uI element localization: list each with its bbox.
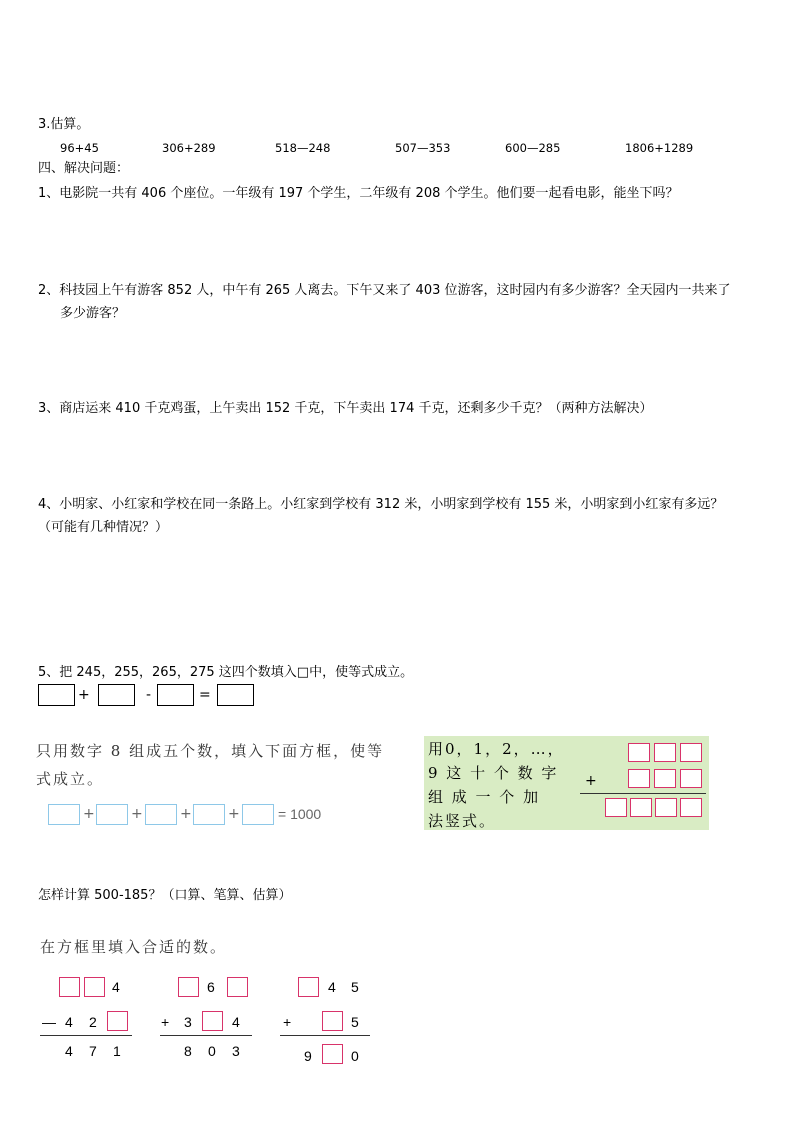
p1-sum-line xyxy=(40,1035,132,1036)
digits-mid-box-3[interactable] xyxy=(680,769,702,788)
digits-puzzle-line3: 组 成 一 个 加 xyxy=(428,788,541,806)
eight-puzzle-line1: 只用数字 8 组成五个数，填入下面方框，使等 xyxy=(36,742,385,760)
section3-title: 3.估算。 xyxy=(38,117,90,132)
p1-top-box-2[interactable] xyxy=(84,977,105,997)
digits-sum-box-2[interactable] xyxy=(630,798,652,817)
estimate-expr-4: 507—353 xyxy=(395,141,451,155)
question-4-line1: 4、小明家、小红家和学校在同一条路上。小红家到学校有 312 米，小明家到学校有 155 米，小明家到小红家有多远？ xyxy=(38,497,724,512)
eight-box-4[interactable] xyxy=(193,804,225,825)
p3-second-digit: 5 xyxy=(351,1014,359,1030)
eight-box-3[interactable] xyxy=(145,804,177,825)
digits-puzzle-line4: 法竖式。 xyxy=(428,812,497,830)
p1-operator: — xyxy=(42,1014,56,1030)
digits-mid-box-1[interactable] xyxy=(628,769,650,788)
eight-box-1[interactable] xyxy=(48,804,80,825)
digits-top-box-3[interactable] xyxy=(680,743,702,762)
q5-box-1[interactable] xyxy=(38,684,75,706)
p2-top-digit: 6 xyxy=(207,979,215,995)
eight-plus-4: + xyxy=(228,806,240,822)
digits-plus-sign: + xyxy=(585,773,597,789)
p2-result-digit-3: 3 xyxy=(232,1043,240,1059)
question-3: 3、商店运来 410 千克鸡蛋，上午卖出 152 千克，下午卖出 174 千克，还剩多少千克？（两种方法解决） xyxy=(38,401,653,416)
q5-equal-sign: = xyxy=(199,687,211,703)
p1-result-digit-3: 1 xyxy=(113,1043,121,1059)
q5-box-3[interactable] xyxy=(157,684,194,706)
eight-puzzle-line2: 式成立。 xyxy=(36,770,105,788)
q5-minus-sign: - xyxy=(146,687,152,703)
digits-sum-line xyxy=(580,793,706,794)
p3-top-box[interactable] xyxy=(298,977,319,997)
p2-top-box-2[interactable] xyxy=(227,977,248,997)
question-1: 1、电影院一共有 406 个座位。一年级有 197 个学生，二年级有 208 个学生。他们要一起看电影，能坐下吗？ xyxy=(38,186,679,201)
p2-result-digit-2: 0 xyxy=(208,1043,216,1059)
fill-boxes-title: 在方框里填入合适的数。 xyxy=(40,938,228,956)
p2-sum-line xyxy=(160,1035,252,1036)
p3-top-digit-2: 5 xyxy=(351,979,359,995)
digits-sum-box-3[interactable] xyxy=(655,798,677,817)
digits-puzzle-line2: 9 这 十 个 数 字 xyxy=(428,764,559,782)
eight-plus-1: + xyxy=(83,806,95,822)
estimate-expr-3: 518—248 xyxy=(275,141,331,155)
eight-plus-3: + xyxy=(180,806,192,822)
p1-result-digit-2: 7 xyxy=(89,1043,97,1059)
digits-puzzle-line1: 用0，1，2，…， xyxy=(428,740,565,758)
section4-title: 四、解决问题： xyxy=(38,161,130,176)
estimate-expr-2: 306+289 xyxy=(162,141,216,155)
p3-result-digit-2: 0 xyxy=(351,1048,359,1064)
p3-sum-line xyxy=(280,1035,370,1036)
p2-second-digit-2: 4 xyxy=(232,1014,240,1030)
digits-sum-box-1[interactable] xyxy=(605,798,627,817)
eight-box-2[interactable] xyxy=(96,804,128,825)
eight-box-5[interactable] xyxy=(242,804,274,825)
question-4-line2: （可能有几种情况？） xyxy=(38,520,169,535)
p2-second-digit-1: 3 xyxy=(184,1014,192,1030)
estimate-expr-6: 1806+1289 xyxy=(625,141,694,155)
digits-top-box-1[interactable] xyxy=(628,743,650,762)
p2-operator: + xyxy=(161,1014,170,1030)
p1-second-box[interactable] xyxy=(107,1011,128,1031)
p1-second-digit-2: 2 xyxy=(89,1014,97,1030)
question-2-line2: 多少游客？ xyxy=(60,306,126,321)
question-2-line1: 2、科技园上午有游客 852 人，中午有 265 人离去。下午又来了 403 位游客，这时园内有多少游客？全天园内一共来了 xyxy=(38,283,731,298)
q5-box-2[interactable] xyxy=(98,684,135,706)
digits-mid-box-2[interactable] xyxy=(654,769,676,788)
calc-question: 怎样计算 500-185？（口算、笔算、估算） xyxy=(38,888,292,903)
digits-sum-box-4[interactable] xyxy=(680,798,702,817)
q5-plus-sign: + xyxy=(78,687,90,703)
eight-result: = 1000 xyxy=(278,806,322,822)
p2-top-box-1[interactable] xyxy=(178,977,199,997)
p3-result-box[interactable] xyxy=(322,1044,343,1064)
eight-plus-2: + xyxy=(131,806,143,822)
p1-result-digit-1: 4 xyxy=(65,1043,73,1059)
p1-top-digit: 4 xyxy=(112,979,120,995)
q5-box-4[interactable] xyxy=(217,684,254,706)
estimate-expr-1: 96+45 xyxy=(60,141,99,155)
p1-top-box-1[interactable] xyxy=(59,977,80,997)
estimate-expr-5: 600—285 xyxy=(505,141,561,155)
p3-top-digit-1: 4 xyxy=(328,979,336,995)
p3-result-digit-1: 9 xyxy=(304,1048,312,1064)
question-5: 5、把 245，255，265，275 这四个数填入□中，使等式成立。 xyxy=(38,665,414,680)
p3-second-box[interactable] xyxy=(322,1011,343,1031)
digits-top-box-2[interactable] xyxy=(654,743,676,762)
p2-second-box[interactable] xyxy=(202,1011,223,1031)
p3-operator: + xyxy=(283,1014,292,1030)
p2-result-digit-1: 8 xyxy=(184,1043,192,1059)
p1-second-digit-1: 4 xyxy=(65,1014,73,1030)
